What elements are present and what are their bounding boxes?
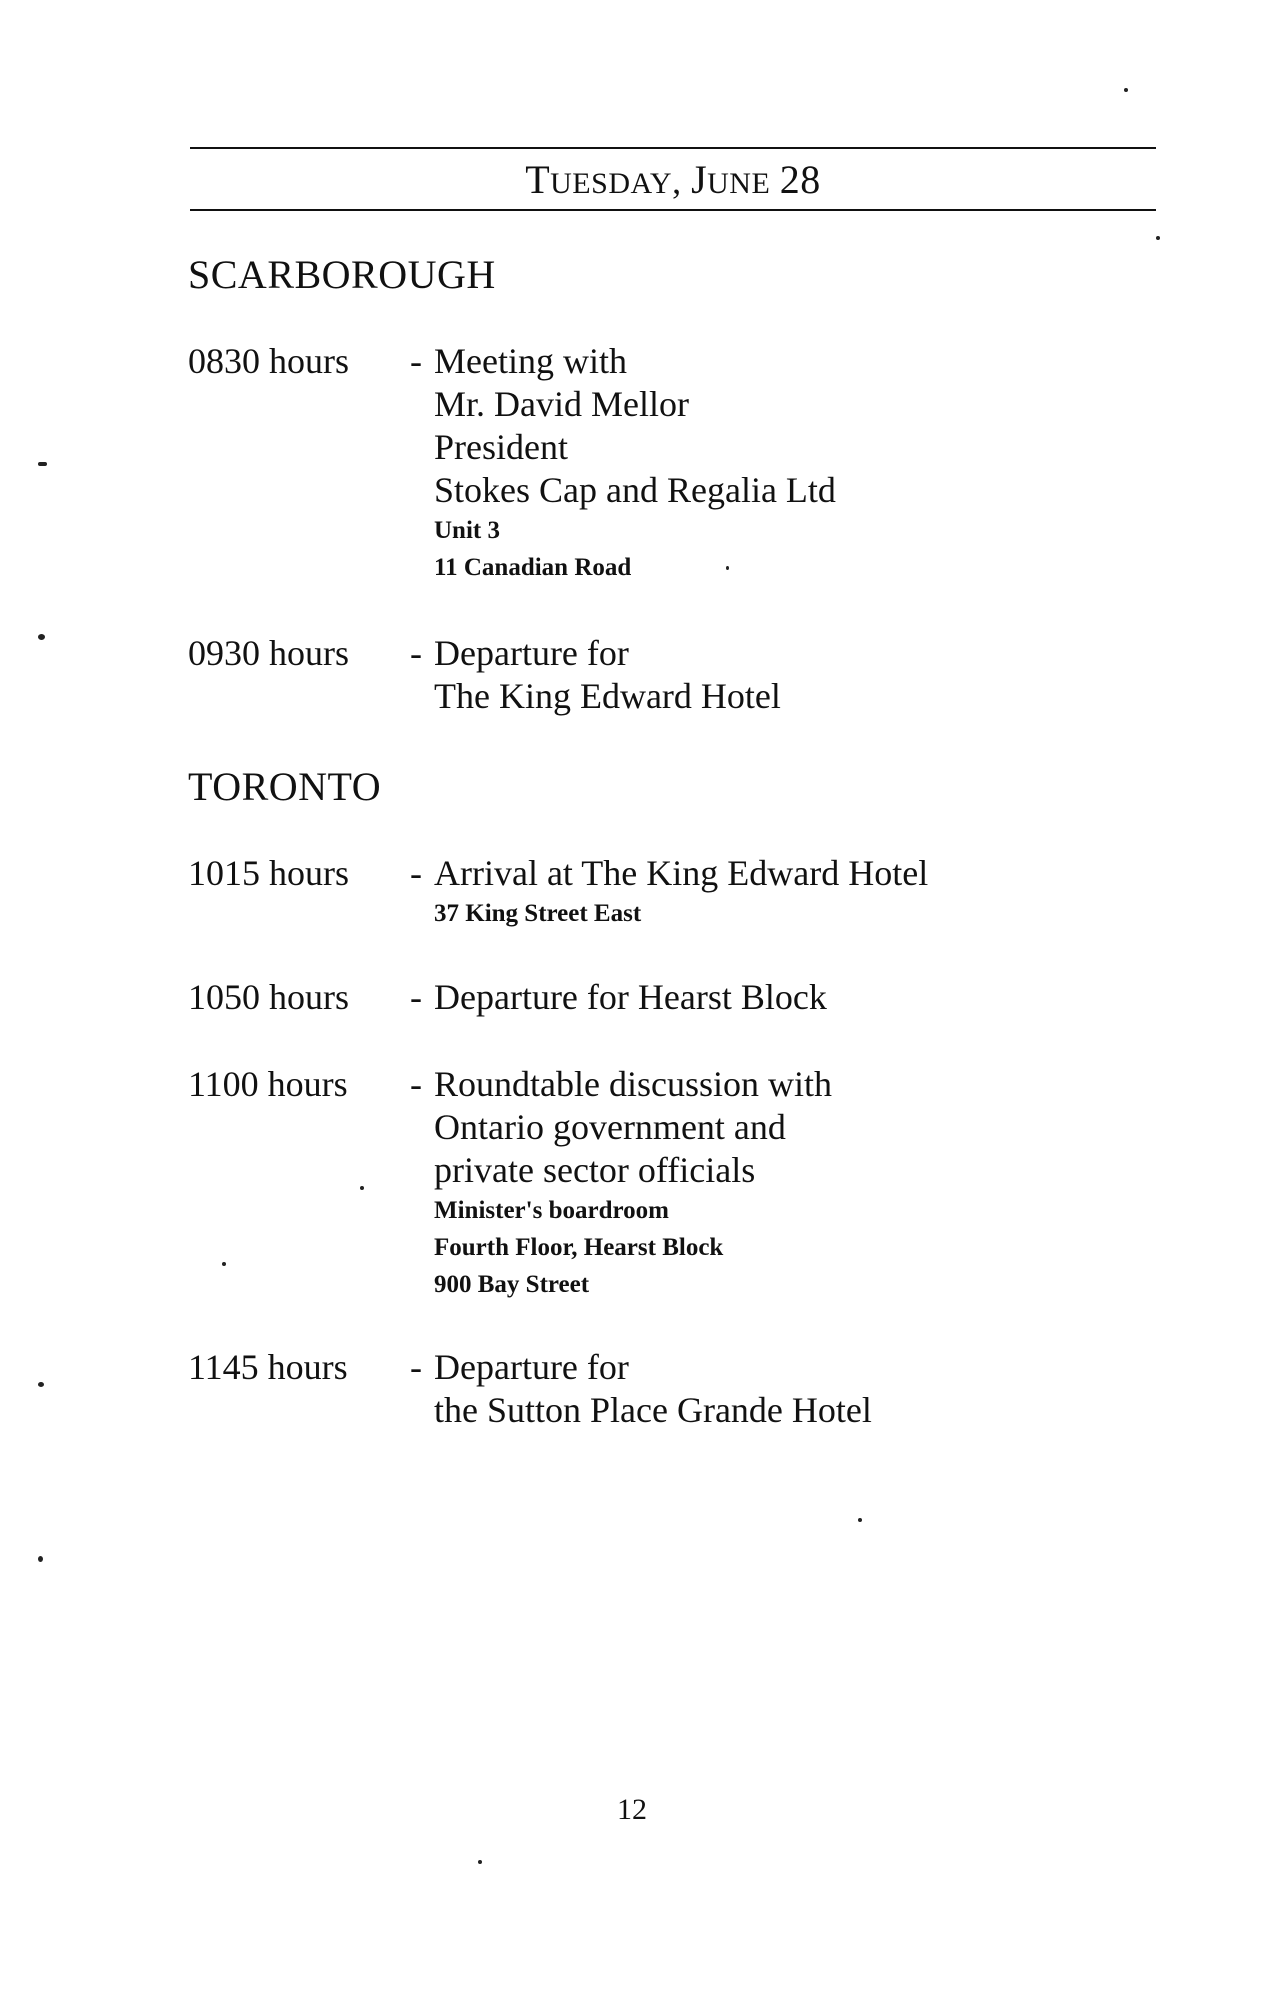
entry-description: [434, 976, 1154, 1019]
scan-speck: [360, 1186, 364, 1190]
entry-detail: 11 Canadian Road: [434, 554, 632, 581]
entry-time: 1100 hours: [188, 1064, 348, 1104]
scan-speck: [222, 1262, 226, 1266]
day-rest: UESDAY: [550, 167, 673, 200]
scan-speck: [38, 462, 47, 466]
scan-speck: [858, 1518, 862, 1522]
entry-line: Meeting with: [434, 341, 627, 381]
entry-detail: Unit 3: [434, 517, 500, 544]
month-initial: J: [691, 157, 708, 202]
entry-description: [434, 1063, 1154, 1303]
entry-dash: -: [410, 341, 422, 381]
entry-line: Arrival at The King Edward Hotel: [434, 853, 929, 893]
date-number: 28: [779, 157, 821, 202]
entry-line: Ontario government and: [434, 1107, 786, 1147]
page-title: [190, 155, 1156, 209]
entry-dash: -: [410, 1064, 422, 1104]
scan-speck: [478, 1860, 482, 1864]
entry-dash: -: [410, 1347, 422, 1387]
entry-line: the Sutton Place Grande Hotel: [434, 1390, 872, 1430]
entry-time: 1145 hours: [188, 1347, 348, 1387]
entry-detail: 37 King Street East: [434, 900, 642, 927]
section-heading-scarborough: SCARBOROUGH: [188, 252, 496, 297]
scan-speck: [1124, 88, 1128, 92]
entry-line: Roundtable discussion with: [434, 1064, 832, 1104]
entry-detail: 900 Bay Street: [434, 1271, 590, 1298]
entry-line: private sector officials: [434, 1150, 756, 1190]
scan-speck: [1156, 236, 1160, 240]
entry-detail: Minister's boardroom: [434, 1197, 669, 1224]
scan-speck: [38, 1556, 43, 1562]
entry-line: Departure for: [434, 1347, 629, 1387]
entry-line: Stokes Cap and Regalia Ltd: [434, 470, 836, 510]
entry-description: [434, 852, 1154, 932]
entry-dash: -: [410, 977, 422, 1017]
day-initial: T: [525, 157, 551, 202]
section-heading-toronto: TORONTO: [188, 764, 382, 809]
entry-time: 0830 hours: [188, 341, 349, 381]
scan-speck: [38, 634, 45, 640]
entry-line: Departure for: [434, 633, 629, 673]
header-top-rule: [190, 147, 1156, 149]
entry-dash: -: [410, 633, 422, 673]
entry-description: [434, 1346, 1154, 1432]
entry-time: 1015 hours: [188, 853, 349, 893]
page-number: 12: [617, 1793, 647, 1826]
entry-dash: -: [410, 853, 422, 893]
entry-line: President: [434, 427, 568, 467]
entry-description: [434, 340, 1154, 586]
entry-description: [434, 632, 1154, 718]
scan-speck: [38, 1382, 44, 1387]
header-bottom-rule: [190, 209, 1156, 211]
entry-time: 1050 hours: [188, 977, 349, 1017]
entry-line: The King Edward Hotel: [434, 676, 781, 716]
entry-detail: Fourth Floor, Hearst Block: [434, 1234, 724, 1261]
entry-line: Mr. David Mellor: [434, 384, 689, 424]
entry-line: Departure for Hearst Block: [434, 977, 827, 1017]
title-separator: ,: [672, 161, 682, 201]
month-rest: UNE: [707, 167, 771, 200]
entry-time: 0930 hours: [188, 633, 349, 673]
scan-speck: [726, 566, 729, 570]
